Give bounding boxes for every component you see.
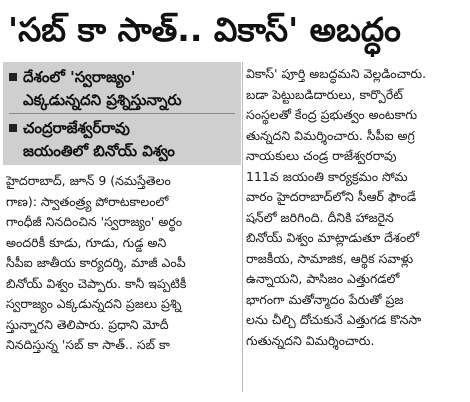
column-divider — [242, 62, 243, 392]
text-line: అందరికీ కూడు, గూడు, గుడ్డ అని — [6, 234, 167, 250]
text-line: గాంధీజీ నినదించిన 'స్వరాజ్యం' అర్థం — [6, 214, 183, 229]
text-line: ఉన్నాయని, పాసిజం ఎత్తుగడలో — [246, 271, 400, 286]
headline: 'సబ్ కా సాత్.. వికాస్' అబద్ధం — [8, 10, 401, 49]
text-line: నాయకులు చండ్ర రాజేశ్వరరావు — [246, 148, 397, 163]
text-line: గుతున్నదని విమర్శించారు. — [246, 332, 375, 348]
text-line: వారం హైదరాబాద్‌లోని సీఆర్ ఫౌండే — [246, 189, 417, 204]
article-right-column — [246, 64, 464, 351]
text-line: బడా పెట్టుబడిదారులు, కార్పొరేట్ — [246, 86, 403, 102]
text-line: స్తున్నారని తెలిపారు. ప్రధాని మోదీ — [6, 316, 169, 332]
text-line: తున్నదని విమర్శించారు. సీపీఐ అగ్ర — [246, 127, 415, 143]
text-line: షన్‌లో జరిగింది. దీనికి హాజరైన — [246, 209, 394, 225]
text-line: సంస్థలతో కేంద్ర ప్రభుత్వం అంటకాగు — [246, 107, 418, 122]
text-line: లను చీల్చి దోచుకునే ఎత్తుగడ కొనసా — [246, 312, 422, 327]
text-line: బినోయ్ విశ్వం మాట్లాడుతూ దేశంలో — [246, 230, 420, 245]
text-line: భాగంగా మతోన్మాదం పేరుతో ప్రజ — [246, 291, 404, 307]
article-left-column — [6, 171, 240, 356]
text-line: సీపీఐ జాతీయ కార్యదర్శి, మాజీ ఎంపీ — [6, 255, 186, 270]
highlight-divider — [9, 113, 235, 114]
text-line: బినోయ్ విశ్వం చెప్పారు. కానీ ఇప్పటికీ — [6, 275, 187, 291]
highlight-line: దేశంలో 'స్వరాజ్యం' — [23, 68, 136, 86]
highlight-line: చంద్రరాజేశ్వర్‌రావు — [23, 119, 130, 137]
text-line: స్వరాజ్యం ఎక్కడున్నదని ప్రజలు ప్రశ్ని — [6, 296, 182, 311]
square-bullet-icon — [9, 124, 17, 132]
text-line: రాజకీయ, సామాజిక, ఆర్థిక సవాళ్లు — [246, 250, 414, 266]
text-line: వికాస్' పూర్తి అబద్ధమని వెల్లడించారు. — [246, 66, 427, 81]
highlight-line: జయంతిలో బినోయ్ విశ్వం — [23, 142, 175, 160]
highlight-box — [3, 62, 241, 165]
text-line: నినదిస్తున్న 'సబ్ కా సాత్.. సబ్ కా — [6, 337, 170, 352]
highlight-line: ఎక్కడున్నదని ప్రశ్నిస్తున్నారు — [23, 91, 182, 109]
text-line: 111వ జయంతి కార్యక్రమం సోమ — [246, 168, 408, 184]
square-bullet-icon — [9, 73, 17, 81]
text-line: హైదరాబాద్, జూన్ 9 (నమస్తేతెలం — [6, 173, 171, 188]
text-line: గాణ): స్వాతంత్ర్య పోరాటకాలంలో — [6, 193, 169, 209]
